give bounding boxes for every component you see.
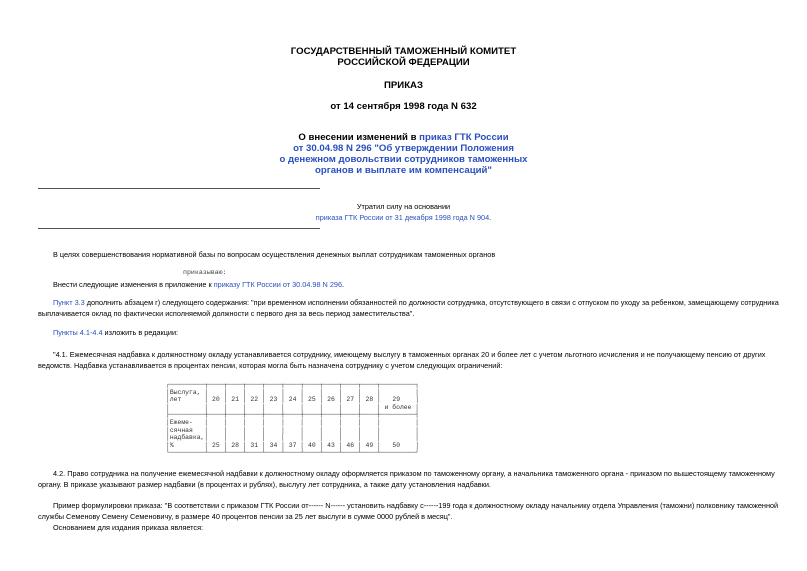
table-year: 27: [346, 396, 355, 404]
p41-heading: Пункты 4.1-4.4 изложить в редакции:: [53, 328, 179, 337]
basis-line: Основанием для издания приказа является:: [53, 523, 204, 532]
p33-line1: Пункт 3.3 дополнить абзацем г) следующего содержания: "при временном исполнении обязанностей по должности сотрудника, отсутствующего в связи с отпуском по уходу за ребенком, замещающему сотрудника: [53, 298, 779, 307]
table-row2-label2: сячная: [169, 426, 193, 434]
status-line1: Утратил силу на основании: [356, 202, 451, 211]
table-percent: 34: [269, 441, 278, 449]
p42-line1: 4.2. Право сотрудника на получение ежемесячной надбавки к должностному окладу оформляется приказом по таможенному органу, а начальника таможенного органа - приказом по вышестоящему таможенному: [53, 469, 775, 478]
table-row1-label1: Выслуга,: [169, 388, 201, 396]
table-row2-label1: Ежеме-: [169, 418, 193, 426]
table-year: 26: [327, 396, 335, 404]
table-year: 20: [212, 396, 220, 404]
doc-date-number: от 14 сентября 1998 года N 632: [330, 101, 477, 112]
order-word: приказываю:: [183, 269, 227, 276]
intro-paragraph: В целях совершенствования нормативной базы по вопросам осуществления денежных выплат сотрудникам таможенных органов: [53, 250, 496, 259]
p33-line2: выплачивается оклад по фактически исполняемой должности с первого дня за весь период заместительства".: [38, 309, 415, 318]
table-percent: 46: [346, 441, 355, 449]
table-percent: 37: [288, 441, 297, 449]
table-year: 21: [231, 396, 239, 404]
order-296-appendix-link[interactable]: приказу ГТК России от 30.04.98 N 296: [213, 280, 343, 289]
table-year: 28: [365, 396, 374, 404]
subject-prefix: О внесении изменений в: [298, 132, 420, 143]
p42-line2: органу. В приказе указывают размер надбавки (в процентах и рублях), выслугу лет сотрудника, а также дату установления надбавки.: [38, 480, 491, 489]
table-year: 29: [392, 396, 401, 404]
divider-top: [38, 188, 320, 189]
table-row2-label3: надбавка,: [169, 434, 205, 442]
divider-bottom: [38, 228, 320, 229]
subject-line4[interactable]: органов и выплате им компенсаций": [315, 165, 492, 176]
p411-line1: "4.1. Ежемесячная надбавка к должностному окладу устанавливается сотруднику, имеющему выслугу в таможенных органах 20 и более лет с учетом льготного исчисления и не получающему пенсию от других: [53, 350, 766, 359]
org-name-line1: ГОСУДАРСТВЕННЫЙ ТАМОЖЕННЫЙ КОМИТЕТ: [290, 46, 517, 57]
doc-type: ПРИКАЗ: [384, 80, 423, 91]
org-name-line2: РОССИЙСКОЙ ФЕДЕРАЦИИ: [337, 57, 470, 68]
example-line1: Пример формулировки приказа: "В соответствии с приказом ГТК России от------ N------ установить надбавку с------199 года к должностному окладу начальнику отдела Управления (таможни) полковнику таможенной: [53, 501, 779, 510]
table-row2-label4: %: [169, 441, 174, 449]
table-year: 25: [307, 396, 316, 404]
table-percent: 25: [212, 441, 220, 449]
table-year: 24: [288, 396, 297, 404]
table-row1-label2: лет: [169, 396, 182, 404]
order-296-link[interactable]: приказ ГТК России: [419, 132, 509, 143]
table-percent: 40: [307, 441, 316, 449]
table-percent: 43: [327, 441, 335, 449]
order-904-link[interactable]: приказа ГТК России от 31 декабря 1998 года N 904: [315, 213, 490, 222]
example-line2: службы Семенову Семену Семеновичу, в размере 40 процентов пенсии за 25 лет выслуги в сумме 0000 рублей в месяц".: [38, 512, 453, 521]
table-year: 22: [250, 396, 259, 404]
subject-line1: [0, 132, 807, 143]
status-line2: приказа ГТК России от 31 декабря 1998 года N 904.: [315, 213, 492, 222]
table-percent: 50: [392, 441, 401, 449]
table-percent: 31: [250, 441, 259, 449]
p411-line2: ведомств. Надбавка устанавливается в процентах пенсии, которая могла быть назначена сотруднику с учетом следующих ограничений:: [38, 361, 503, 370]
table-percent: 28: [231, 441, 239, 449]
subject-line3[interactable]: о денежном довольствии сотрудников таможенных: [279, 154, 528, 165]
table-percent: 49: [365, 441, 374, 449]
table-year-suffix: и более: [384, 403, 412, 411]
changes-paragraph: Внести следующие изменения в приложение к приказу ГТК России от 30.04.98 N 296.: [53, 280, 345, 289]
p33-link[interactable]: Пункт 3.3: [53, 298, 85, 307]
seniority-table: ┌─────────┬────┬────┬────┬────┬────┬────┬────┬────┬────┬─────────┐ │Выслуга, │ │ │ │ │ │ │ │ │ │ │ │лет │ 20 │ 21 │ 22 │ 23 │ 24 │ 25 │ 26 │ 27 │ 28 │ 29 │ │ │ │ │ │ │ │ │ │ │ │ и более │ ├─────────┼────┼────┼────┼────┼────┼────┼────┼────┼────┼─────────┤ │Ежеме- │ │ │ │ │ │ │ │ │ │ │ │сячная │ │ │ │ │ │ │ │ │ │ │ │надбавка,│ │ │ │ │ │ │ │ │ │ │ │% │ 25 │ 28 │ 31 │ 34 │ 37 │ 40 │ 43 │ 46 │ 49 │ 50 │ └─────────┴────┴────┴────┴────┴────┴────┴────┴────┴────┴─────────┘: [166, 381, 420, 457]
table-year: 23: [269, 396, 278, 404]
subject-line2[interactable]: от 30.04.98 N 296 "Об утверждении Положения: [293, 143, 514, 154]
p41-44-link[interactable]: Пункты 4.1-4.4: [53, 328, 103, 337]
